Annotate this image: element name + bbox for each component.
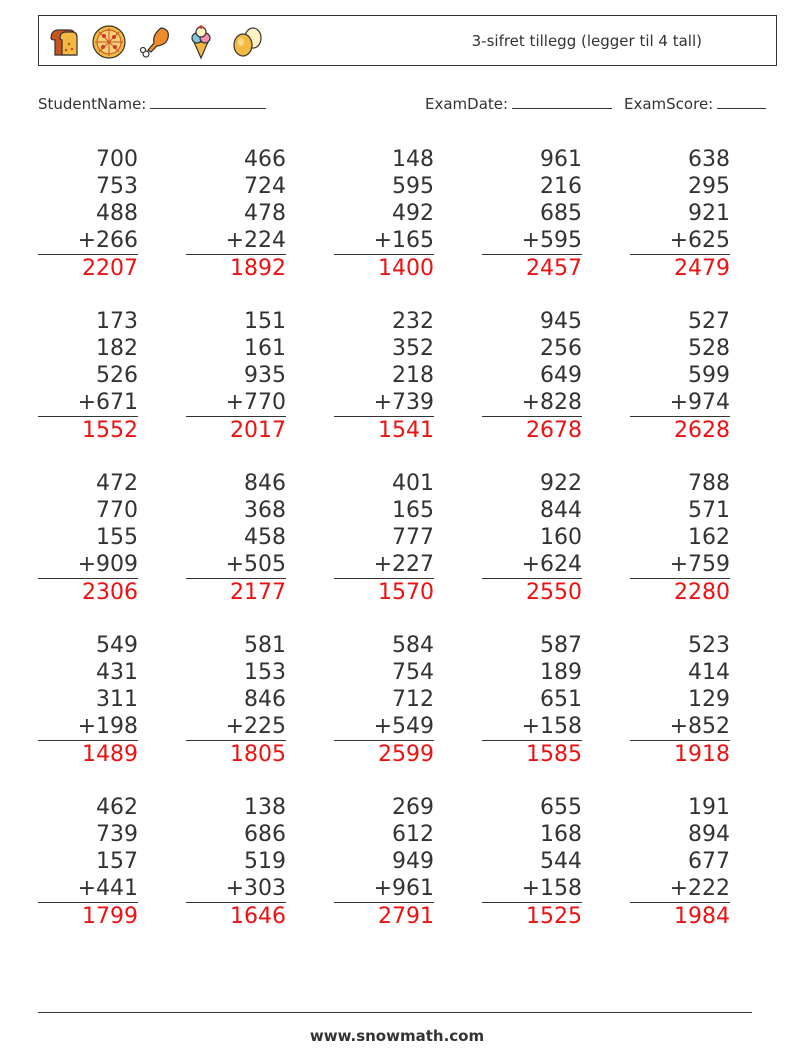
addend: 651	[540, 687, 582, 712]
addend: 160	[540, 525, 582, 550]
addend: 581	[244, 633, 286, 658]
last-addend: +828	[482, 389, 582, 417]
addition-problem	[630, 146, 730, 282]
addend: 788	[688, 471, 730, 496]
addition-problem	[186, 308, 286, 444]
last-addend: +224	[186, 227, 286, 255]
addend: 544	[540, 849, 582, 874]
addend: 844	[540, 498, 582, 523]
addition-problem	[186, 632, 286, 768]
answer: 1805	[230, 742, 286, 767]
addition-problem	[334, 470, 434, 606]
addend: 295	[688, 174, 730, 199]
addition-problem	[482, 146, 582, 282]
addend: 686	[244, 822, 286, 847]
answer: 2678	[526, 418, 582, 443]
last-addend: +549	[334, 713, 434, 741]
last-addend: +165	[334, 227, 434, 255]
addition-problem	[630, 308, 730, 444]
answer: 1552	[82, 418, 138, 443]
answer: 2791	[378, 904, 434, 929]
addend: 571	[688, 498, 730, 523]
answer: 1400	[378, 256, 434, 281]
eggs-icon	[229, 24, 265, 60]
addend: 488	[96, 201, 138, 226]
addend: 846	[244, 471, 286, 496]
last-addend: +303	[186, 875, 286, 903]
answer: 2280	[674, 580, 730, 605]
chicken-drumstick-icon	[137, 24, 173, 60]
addend: 649	[540, 363, 582, 388]
answer: 2207	[82, 256, 138, 281]
last-addend: +852	[630, 713, 730, 741]
addend: 232	[392, 309, 434, 334]
addend: 753	[96, 174, 138, 199]
last-addend: +441	[38, 875, 138, 903]
footer-site: www.snowmath.com	[309, 1027, 485, 1045]
exam-score-field	[624, 92, 766, 113]
worksheet-title: 3-sifret tillegg (legger til 4 tall)	[471, 32, 702, 50]
addend: 846	[244, 687, 286, 712]
addend: 685	[540, 201, 582, 226]
addend: 492	[392, 201, 434, 226]
last-addend: +225	[186, 713, 286, 741]
addend: 189	[540, 660, 582, 685]
footer-divider	[38, 1012, 752, 1013]
addend: 165	[392, 498, 434, 523]
addend: 138	[244, 795, 286, 820]
addition-problem	[38, 632, 138, 768]
last-addend: +759	[630, 551, 730, 579]
addend: 218	[392, 363, 434, 388]
bread-toast-icon	[45, 24, 81, 60]
addend: 638	[688, 147, 730, 172]
addition-problem	[186, 794, 286, 930]
addend: 612	[392, 822, 434, 847]
answer: 2457	[526, 256, 582, 281]
addend: 129	[688, 687, 730, 712]
addition-problem	[334, 308, 434, 444]
addend: 256	[540, 336, 582, 361]
addend: 153	[244, 660, 286, 685]
answer: 1489	[82, 742, 138, 767]
exam-score-label: ExamScore:	[624, 95, 714, 113]
last-addend: +595	[482, 227, 582, 255]
answer: 2628	[674, 418, 730, 443]
addition-problem	[482, 794, 582, 930]
answer: 2306	[82, 580, 138, 605]
addend: 935	[244, 363, 286, 388]
addend: 431	[96, 660, 138, 685]
addend: 458	[244, 525, 286, 550]
pizza-icon	[91, 24, 127, 60]
addend: 401	[392, 471, 434, 496]
addition-problem	[38, 146, 138, 282]
icon-row	[45, 23, 265, 61]
addend: 478	[244, 201, 286, 226]
addend: 191	[688, 795, 730, 820]
addition-problem	[630, 470, 730, 606]
answer: 2550	[526, 580, 582, 605]
addend: 949	[392, 849, 434, 874]
ice-cream-cone-icon	[183, 24, 219, 60]
addend: 754	[392, 660, 434, 685]
addend: 414	[688, 660, 730, 685]
answer: 2599	[378, 742, 434, 767]
last-addend: +227	[334, 551, 434, 579]
addition-problem	[334, 146, 434, 282]
addition-problem	[334, 632, 434, 768]
last-addend: +198	[38, 713, 138, 741]
addend: 151	[244, 309, 286, 334]
addend: 945	[540, 309, 582, 334]
last-addend: +158	[482, 875, 582, 903]
exam-date-field	[425, 92, 612, 113]
addend: 519	[244, 849, 286, 874]
answer: 2017	[230, 418, 286, 443]
last-addend: +961	[334, 875, 434, 903]
addend: 148	[392, 147, 434, 172]
answer: 2479	[674, 256, 730, 281]
addend: 173	[96, 309, 138, 334]
addend: 961	[540, 147, 582, 172]
addend: 677	[688, 849, 730, 874]
addition-problem	[186, 146, 286, 282]
exam-score-blank[interactable]	[717, 92, 766, 109]
addend: 595	[392, 174, 434, 199]
addend: 894	[688, 822, 730, 847]
last-addend: +222	[630, 875, 730, 903]
addend: 599	[688, 363, 730, 388]
addition-problem	[630, 794, 730, 930]
addend: 168	[540, 822, 582, 847]
addend: 269	[392, 795, 434, 820]
addend: 368	[244, 498, 286, 523]
last-addend: +505	[186, 551, 286, 579]
addend: 921	[688, 201, 730, 226]
addend: 352	[392, 336, 434, 361]
answer: 1525	[526, 904, 582, 929]
last-addend: +625	[630, 227, 730, 255]
addition-problem	[482, 308, 582, 444]
student-name-label: StudentName:	[38, 95, 147, 113]
addend: 587	[540, 633, 582, 658]
addend: 216	[540, 174, 582, 199]
last-addend: +739	[334, 389, 434, 417]
addend: 584	[392, 633, 434, 658]
addend: 161	[244, 336, 286, 361]
addition-problem	[38, 470, 138, 606]
last-addend: +909	[38, 551, 138, 579]
addition-problem	[38, 794, 138, 930]
exam-date-label: ExamDate:	[425, 95, 509, 113]
addend: 162	[688, 525, 730, 550]
addend: 777	[392, 525, 434, 550]
addition-problem	[186, 470, 286, 606]
last-addend: +158	[482, 713, 582, 741]
addend: 739	[96, 822, 138, 847]
answer: 1541	[378, 418, 434, 443]
addend: 724	[244, 174, 286, 199]
last-addend: +770	[186, 389, 286, 417]
last-addend: +671	[38, 389, 138, 417]
addend: 466	[244, 147, 286, 172]
last-addend: +974	[630, 389, 730, 417]
exam-date-blank[interactable]	[512, 92, 612, 109]
student-name-blank[interactable]	[150, 92, 266, 109]
addend: 157	[96, 849, 138, 874]
addend: 155	[96, 525, 138, 550]
last-addend: +624	[482, 551, 582, 579]
addend: 528	[688, 336, 730, 361]
addend: 770	[96, 498, 138, 523]
answer: 1570	[378, 580, 434, 605]
addend: 182	[96, 336, 138, 361]
student-name-field	[38, 92, 266, 113]
answer: 2177	[230, 580, 286, 605]
answer: 1799	[82, 904, 138, 929]
addition-problem	[38, 308, 138, 444]
addend: 462	[96, 795, 138, 820]
answer: 1646	[230, 904, 286, 929]
addition-problem	[334, 794, 434, 930]
last-addend: +266	[38, 227, 138, 255]
addend: 523	[688, 633, 730, 658]
answer: 1984	[674, 904, 730, 929]
addend: 311	[96, 687, 138, 712]
addition-problem	[630, 632, 730, 768]
answer: 1892	[230, 256, 286, 281]
addend: 549	[96, 633, 138, 658]
addition-problem	[482, 632, 582, 768]
addend: 527	[688, 309, 730, 334]
addend: 700	[96, 147, 138, 172]
addend: 655	[540, 795, 582, 820]
addend: 922	[540, 471, 582, 496]
addend: 712	[392, 687, 434, 712]
addend: 526	[96, 363, 138, 388]
header-box	[38, 15, 777, 66]
addend: 472	[96, 471, 138, 496]
answer: 1585	[526, 742, 582, 767]
addition-problem	[482, 470, 582, 606]
answer: 1918	[674, 742, 730, 767]
